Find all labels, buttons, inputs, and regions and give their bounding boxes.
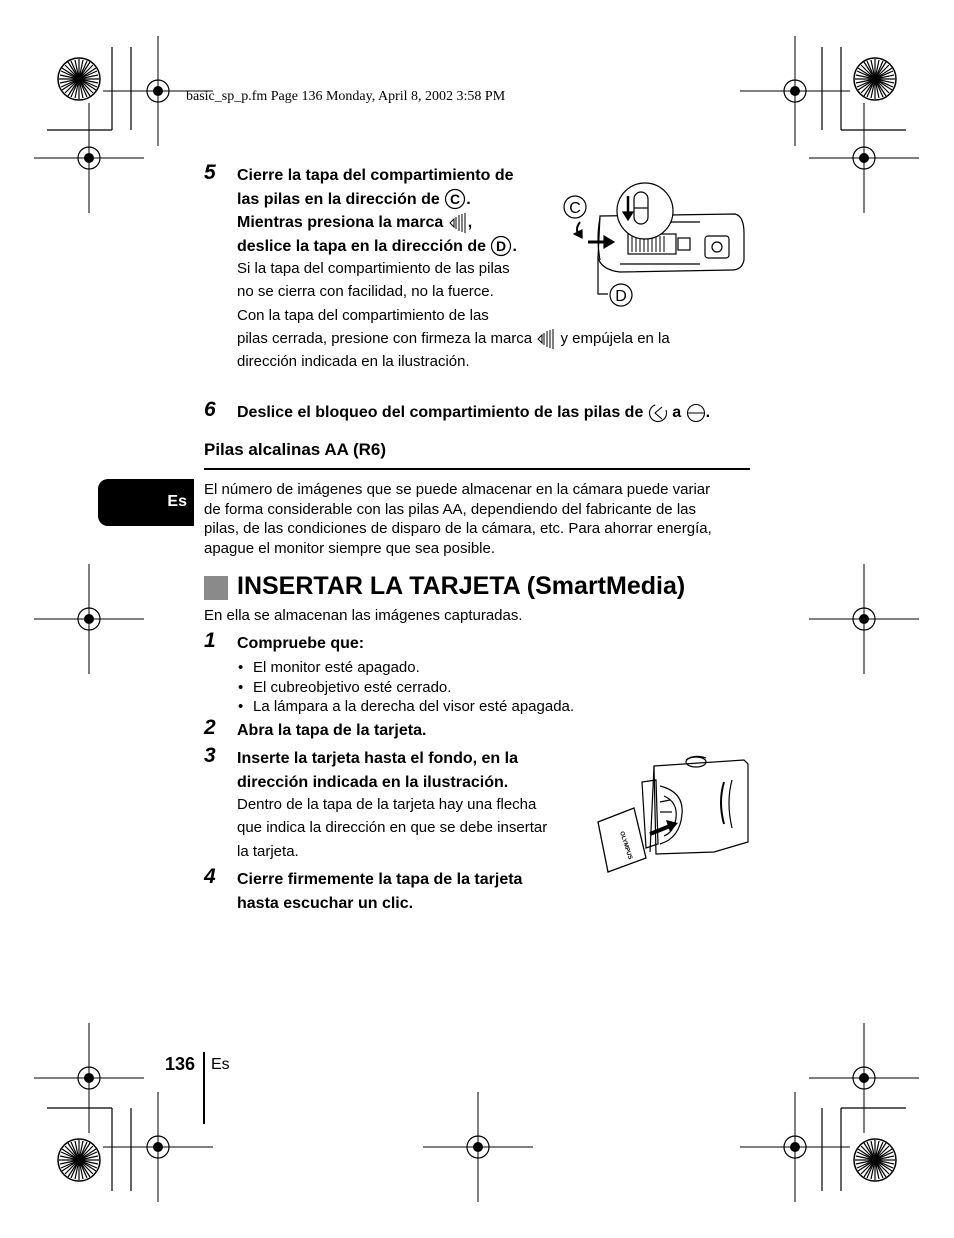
label-c: C [569, 200, 581, 217]
svg-text:C: C [450, 191, 461, 208]
heading-rule [204, 468, 750, 470]
step-4-number: 4 [204, 865, 216, 888]
step-4-line1: Cierre firmemente la tapa de la tarjeta [237, 871, 523, 888]
step-6-text-a: Deslice el bloqueo del compartimiento de las pilas de [237, 404, 644, 421]
language-side-tab-label: Es [167, 493, 187, 510]
step-5-note5: dirección indicada en la ilustración. [237, 353, 470, 371]
step-6-text-b: a [672, 404, 682, 421]
step-5-note4b: y empújela en la [560, 329, 670, 347]
step-2-text: Abra la tapa de la tarjeta. [237, 722, 427, 739]
step-2-number: 2 [204, 716, 216, 739]
alkaline-p1: El número de imágenes que se puede almacenar en la cámara puede variar [204, 481, 711, 498]
footer-lang: Es [211, 1056, 230, 1073]
list-item: • El cubreobjetivo esté cerrado. [237, 678, 574, 698]
battery-cover-illustration [560, 178, 750, 308]
alkaline-p2: de forma considerable con las pilas AA, dependiendo del fabricante de las [204, 500, 696, 518]
step-5-line2: las pilas en la dirección de [237, 190, 440, 208]
alkaline-p3: pilas, de las condiciones de disparo de la cámara, etc. Para ahorrar energía, [204, 520, 712, 537]
svg-text:D: D [496, 238, 507, 255]
card-insertion-illustration [594, 752, 750, 874]
step-1-number: 1 [204, 629, 216, 652]
step-3-line1: Inserte la tarjeta hasta el fondo, en la [237, 750, 518, 767]
language-side-tab [98, 479, 194, 526]
step-6-text-end: . [705, 404, 711, 421]
step-3-number: 3 [204, 744, 216, 767]
circled-c-icon [444, 188, 466, 210]
alkaline-p4: apague el monitor siempre que sea posible. [204, 539, 496, 557]
section-intro: En ella se almacenan las imágenes capturadas. [204, 607, 523, 624]
step-3-note2: que indica la dirección en que se debe insertar [237, 819, 548, 837]
step-5-instruction [237, 164, 577, 258]
step-5-line4: deslice la tapa en la dirección de [237, 237, 486, 255]
circled-d-icon [490, 235, 512, 257]
file-info-header: basic_sp_p.fm Page 136 Monday, April 8, 2002 3:58 PM [186, 89, 506, 104]
step-5-line1: Cierre la tapa del compartimiento de [237, 167, 514, 184]
step-5-line4-end: . [512, 237, 517, 255]
step-5-note2: no se cierra con facilidad, no la fuerce. [237, 283, 494, 301]
step-3-instruction [237, 747, 577, 794]
step-5-line2-end: . [466, 190, 471, 208]
card-brand-label: OLYMPUS [618, 830, 633, 861]
grip-mark-icon [448, 212, 468, 234]
step-5-note4a: pilas cerrada, presione con firmeza la marca [237, 329, 533, 347]
list-item: • La lámpara a la derecha del visor esté apagada. [237, 697, 574, 717]
lock-symbol-icon [686, 403, 706, 423]
step-5-line3-end: , [467, 214, 473, 231]
step-5-note3: Con la tapa del compartimiento de las [237, 306, 489, 324]
alkaline-heading: Pilas alcalinas AA (R6) [204, 440, 387, 459]
section-square-icon [204, 576, 228, 600]
unlock-symbol-icon [648, 403, 668, 423]
step-5-note1: Si la tapa del compartimiento de las pilas [237, 260, 510, 277]
step-6-instruction [237, 401, 797, 425]
alkaline-paragraph [204, 480, 764, 558]
step-5-number: 5 [204, 161, 216, 184]
section-title: INSERTAR LA TARJETA (SmartMedia) [237, 572, 686, 600]
step-3-note1: Dentro de la tapa de la tarjeta hay una flecha [237, 796, 537, 813]
step-4-line2: hasta escuchar un clic. [237, 894, 414, 912]
step-4-instruction [237, 868, 577, 915]
step-5-line3: Mientras presiona la marca [237, 214, 444, 231]
step-1-checklist [237, 658, 574, 717]
step-3-note3: la tarjeta. [237, 842, 299, 860]
grip-mark-icon [536, 328, 556, 350]
step-3-note [237, 793, 577, 863]
step-1-text: Compruebe que: [237, 635, 365, 652]
footer-divider [203, 1052, 205, 1124]
step-6-number: 6 [204, 398, 216, 421]
step-3-line2: dirección indicada en la ilustración. [237, 773, 509, 791]
page-number: 136 [165, 1054, 196, 1074]
list-item: • El monitor esté apagado. [237, 658, 574, 678]
label-d: D [615, 288, 627, 305]
